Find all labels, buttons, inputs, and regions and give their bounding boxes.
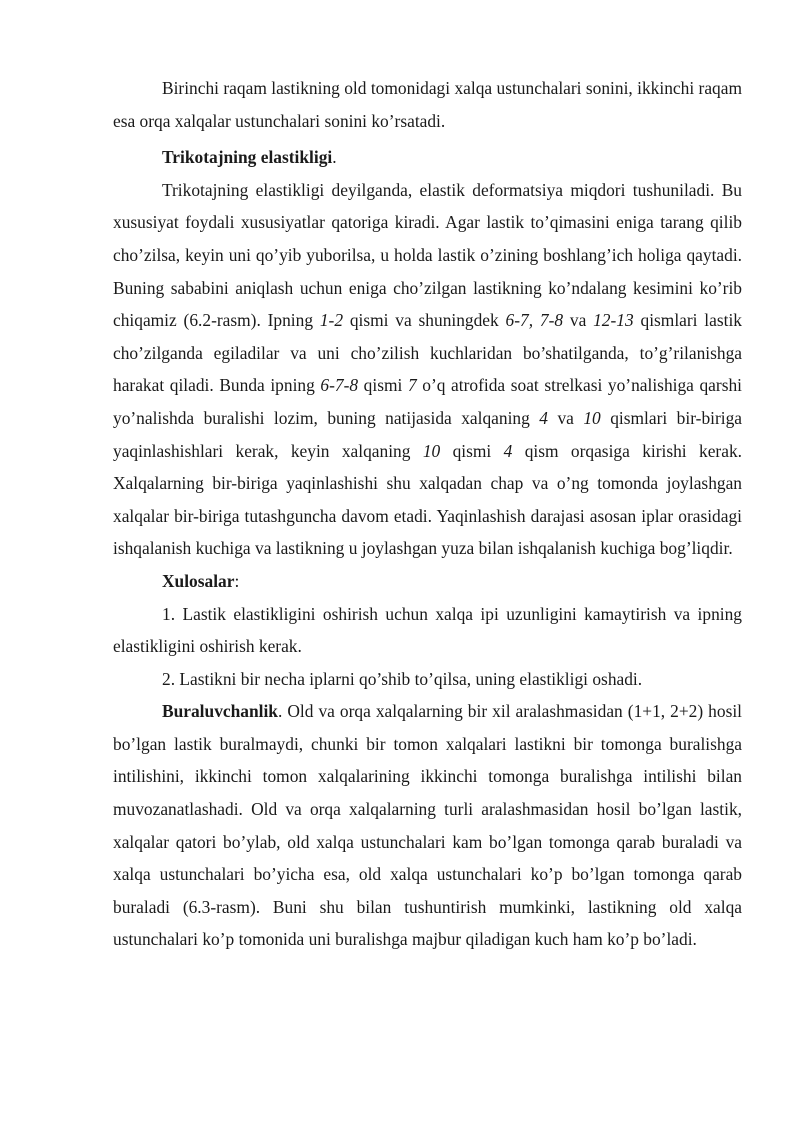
heading-twisting-title: Buraluvchanlik [162,701,278,722]
heading-elasticity: Trikotajning elastikligi. [162,147,337,168]
conclusion-item-2: 2. Lastikni bir necha iplarni qo’shib to’qilsa, uning elastikligi oshadi. [162,668,643,689]
document-page [113,72,742,956]
paragraph-intro: Birinchi raqam lastikning old tomonidagi xalqa ustunchalari sonini, ikkinchi raqam esa orqa xalqalar ustunchalari sonini ko’rsatadi. [113,78,742,131]
paragraph-elasticity: Trikotajning elastikligi deyilganda, elastik deformatsiya miqdori tushuniladi. Bu xususiyat foydali xususiyatlar qatoriga kiradi. Agar lastik to’qimasini eniga tarang qilib cho’zilsa, keyin uni qo’yib yuborilsa, u holda lastik o’zining boshlang’ich holiga qaytadi. Buning sababini aniqlash uchun eniga cho’zilgan lastikning ko’ndalang kesimini ko’rib chiqamiz (6.2-rasm). Ipning 1-2 qismi va shuningdek 6-7, 7-8 va 12-13 qismlari lastik cho’zilganda egiladilar va uni cho’zilish kuchlaridan bo’shatilganda, to’g’rilanishga harakat qiladi. Bunda ipning 6-7-8 qismi 7 o’q atrofida soat strelkasi yo’nalishiga qarshi yo’nalishda buralishi lozim, buning natijasida xalqaning 4 va 10 qismlari bir-biriga yaqinlashishlari kerak, keyin xalqaning 10 qismi 4 qism orqasiga kirishi kerak. Xalqalarning bir-biriga yaqinlashishi shu xalqadan chap va o’ng tomonda joylashgan xalqalar bir-biriga tutashguncha davom etadi. Yaqinlashish darajasi asosan iplar orasidagi ishqalanish kuchiga va lastikning u joylashgan yuza bilan ishqalanish kuchiga bog’liqdir. [113,179,743,559]
conclusion-item-1: 1. Lastik elastikligini oshirish uchun xalqa ipi uzunligini kamaytirish va ipning elastikligini oshirish kerak. [113,603,742,657]
heading-elasticity-title: Trikotajning elastikligi [162,147,333,168]
paragraph-twisting: Buraluvchanlik. Old va orqa xalqalarning bir xil aralashmasidan (1+1, 2+2) hosil bo’lgan lastik buralmaydi, chunki bir tomon xalqalari lastikni bir tomonga buralishga intilishini, ikkinchi tomon xalqalarining ikkinchi tomonga buralishga intilishi bilan muvozanatlashadi. Old va orqa xalqalarning turli aralashmasidan hosil bo’lgan lastik, xalqalar qatori bo’ylab, old xalqa ustunchalari kam bo’lgan tomonga qarab buraladi va xalqa ustunchalari bo’yicha esa, old xalqa ustunchalari ko’p bo’lgan tomonga qarab buraladi (6.3-rasm). Buni shu bilan tushuntirish mumkinki, lastikning old xalqa ustunchalari ko’p tomonida uni buralishga majbur qiladigan kuch ham ko’p bo’ladi. [113,701,742,950]
heading-conclusions: Xulosalar: [162,570,240,591]
heading-conclusions-title: Xulosalar [162,570,235,591]
